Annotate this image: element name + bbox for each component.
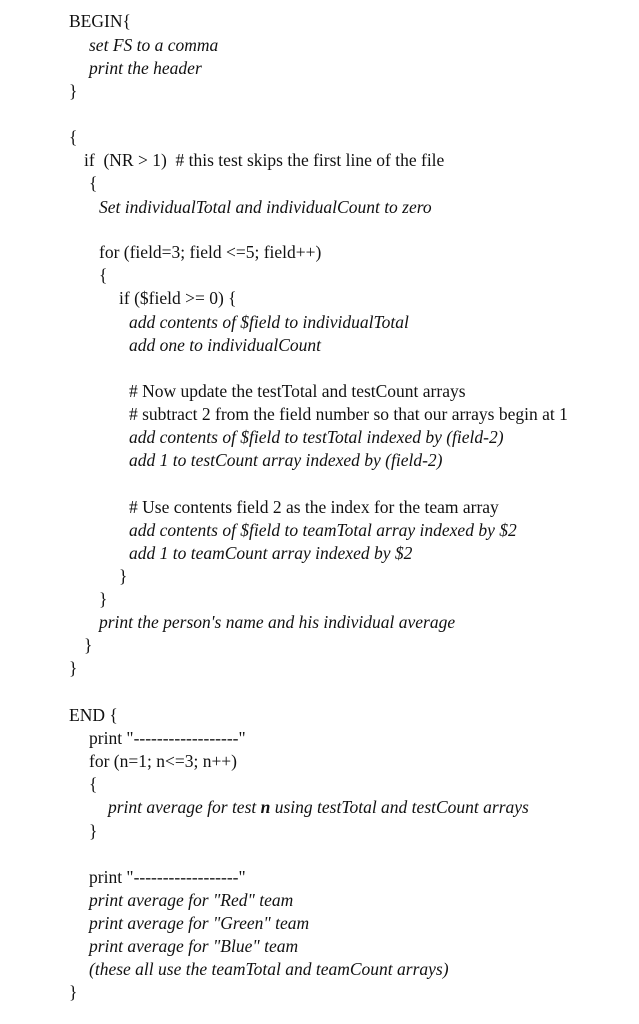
- code-line: [89, 958, 449, 981]
- code-text: }: [99, 589, 108, 609]
- code-line: [119, 565, 127, 588]
- code-line: [89, 57, 202, 80]
- code-text: add 1 to teamCount array indexed by $2: [129, 543, 413, 563]
- code-line: [69, 126, 77, 149]
- code-line: [99, 611, 455, 634]
- code-text: END {: [69, 705, 118, 725]
- code-text: add contents of $field to teamTotal array indexed by $2: [129, 520, 517, 540]
- code-text: for (n=1; n<=3; n++): [89, 751, 238, 771]
- code-text: }: [69, 658, 78, 678]
- code-line: [84, 634, 92, 657]
- code-line: [119, 287, 237, 310]
- code-text: # subtract 2 from the field number so that our arrays begin at 1: [129, 404, 568, 424]
- code-line: [89, 912, 309, 935]
- code-text: # Use contents field 2 as the index for the team array: [129, 497, 499, 517]
- code-line: [69, 704, 118, 727]
- code-line: [129, 496, 499, 519]
- code-text: # Now update the testTotal and testCount arrays: [129, 381, 466, 401]
- code-text: }: [69, 81, 78, 101]
- code-line: [129, 334, 321, 357]
- code-text: {: [69, 127, 78, 147]
- code-line: [129, 311, 409, 334]
- code-line: [89, 889, 293, 912]
- code-line: [99, 196, 432, 219]
- code-line: [129, 519, 517, 542]
- code-line: [99, 241, 321, 264]
- code-line: [129, 542, 412, 565]
- code-line: [99, 264, 107, 287]
- code-text: if ($field >= 0) {: [119, 288, 237, 308]
- code-text: print average for "Green" team: [89, 913, 310, 933]
- code-text: for (field=3; field <=5; field++): [99, 242, 322, 262]
- code-line: [69, 10, 131, 33]
- code-line: [69, 981, 77, 1004]
- code-line: [89, 727, 246, 750]
- code-text: {: [99, 265, 108, 285]
- code-text: using testTotal and testCount arrays: [270, 797, 529, 817]
- code-text: add contents of $field to individualTotal: [129, 312, 409, 332]
- code-text: print "------------------": [89, 867, 246, 887]
- code-text: print the header: [89, 58, 202, 78]
- code-text: (these all use the teamTotal and teamCount arrays): [89, 959, 449, 979]
- code-text: n: [260, 797, 271, 817]
- code-text: }: [84, 635, 93, 655]
- code-text: {: [89, 774, 98, 794]
- code-text: add contents of $field to testTotal indexed by (field-2): [129, 427, 504, 447]
- code-text: BEGIN{: [69, 11, 131, 31]
- code-line: [129, 403, 568, 426]
- code-text: }: [69, 982, 78, 1002]
- code-line: [84, 149, 444, 172]
- code-line: [99, 588, 107, 611]
- code-line: [89, 866, 246, 889]
- code-text: print average for "Red" team: [89, 890, 294, 910]
- code-line: [69, 80, 77, 103]
- code-text: }: [89, 821, 98, 841]
- code-text: }: [119, 566, 128, 586]
- code-text: {: [89, 173, 98, 193]
- code-text: add one to individualCount: [129, 335, 322, 355]
- code-text: print the person's name and his individual average: [99, 612, 456, 632]
- code-text: add 1 to testCount array indexed by (field-2): [129, 450, 443, 470]
- code-text: print average for "Blue" team: [89, 936, 299, 956]
- code-text: print average for test: [108, 797, 261, 817]
- code-line: [89, 172, 97, 195]
- code-text: Set individualTotal and individualCount to zero: [99, 197, 432, 217]
- code-line: [89, 34, 218, 57]
- code-text: set FS to a comma: [89, 35, 219, 55]
- code-text: if (NR > 1) # this test skips the first line of the file: [84, 150, 445, 170]
- code-line: [129, 380, 466, 403]
- code-line: [129, 426, 504, 449]
- code-line: [129, 449, 442, 472]
- code-line: [89, 750, 237, 773]
- code-line: [89, 820, 97, 843]
- code-text: print "------------------": [89, 728, 246, 748]
- code-line: [69, 657, 77, 680]
- code-line: [89, 935, 298, 958]
- code-line: [89, 773, 97, 796]
- code-line: [108, 796, 529, 819]
